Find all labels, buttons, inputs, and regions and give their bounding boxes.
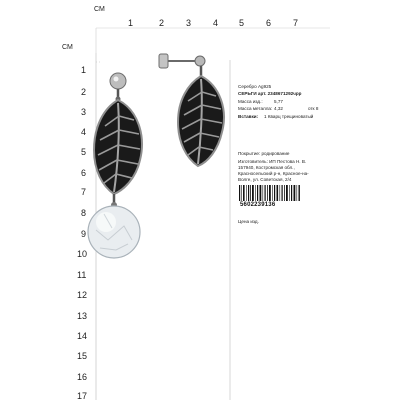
ruler-left-mark: 17	[77, 391, 88, 401]
ruler-left-mark: 13	[77, 311, 88, 321]
ruler-top-mark: 7	[293, 18, 299, 28]
barcode	[238, 185, 302, 201]
ruler-top-mark: 3	[186, 18, 192, 28]
price-tag	[238, 84, 326, 408]
tag-weight-label: Масса изд.:	[238, 99, 263, 104]
tag-metal-weight-label: Масса металла:	[238, 106, 273, 111]
tag-unit-label: отк 8	[308, 106, 319, 111]
left-leaf-pendant	[94, 100, 142, 194]
tag-price-label: Цена изд.	[238, 219, 259, 224]
tag-metal: Серебро Ag925	[238, 84, 272, 89]
right-leaf-pendant	[178, 76, 224, 166]
ruler-left-mark: 3	[81, 107, 87, 117]
ruler-left-mark: 11	[77, 270, 87, 280]
tag-maker-line2: 157940, Костромская обл.,	[238, 165, 295, 170]
ruler-left-mark: 16	[77, 372, 88, 382]
ruler-left-mark: 6	[81, 168, 87, 178]
ruler-left-mark: 10	[77, 249, 88, 259]
ruler-top-mark: 4	[213, 18, 219, 28]
ruler-top-mark: 6	[266, 18, 272, 28]
ruler-left-mark: 2	[81, 87, 87, 97]
tag-weight-value: 5,77	[274, 99, 283, 104]
ruler-left-mark: 5	[81, 147, 87, 157]
tag-maker-line3: Красносельский р-н, Красное-на-	[238, 171, 309, 176]
tag-maker-line4: Волге, ул. Советская, 2/4	[238, 177, 292, 182]
ruler-top-mark: 5	[239, 18, 245, 28]
tag-inserts-value: 1 Кварц трещиноватый	[264, 114, 314, 119]
ruler-top-mark: 1	[128, 18, 134, 28]
tag-metal-weight-value: 4,32	[274, 106, 283, 111]
ruler-left-mark: 9	[81, 229, 87, 239]
tag-maker-line1: Изготовитель: ИП Пестова Н. В.	[238, 159, 307, 164]
ruler-left-mark: 1	[81, 65, 87, 75]
ruler-top-mark: 2	[159, 18, 165, 28]
ruler-left-mark: 15	[77, 351, 88, 361]
quartz-bead	[88, 206, 140, 258]
ruler-left-mark: 8	[81, 208, 87, 218]
barcode-number: 5602239136	[240, 202, 276, 208]
ruler-unit-left: СМ	[62, 44, 73, 51]
ruler-left-mark: 14	[77, 331, 88, 341]
ruler-unit-top: СМ	[94, 6, 105, 13]
tag-coating: Покрытие: родирование	[238, 151, 290, 156]
ruler-left-mark: 12	[77, 290, 88, 300]
tag-inserts-label: Вставки:	[238, 114, 259, 119]
tag-article: СЕРЬГИ арт. 2348671292чрр	[238, 91, 302, 96]
ruler-left-mark: 4	[81, 127, 87, 137]
ruler-left-mark: 7	[81, 187, 87, 197]
